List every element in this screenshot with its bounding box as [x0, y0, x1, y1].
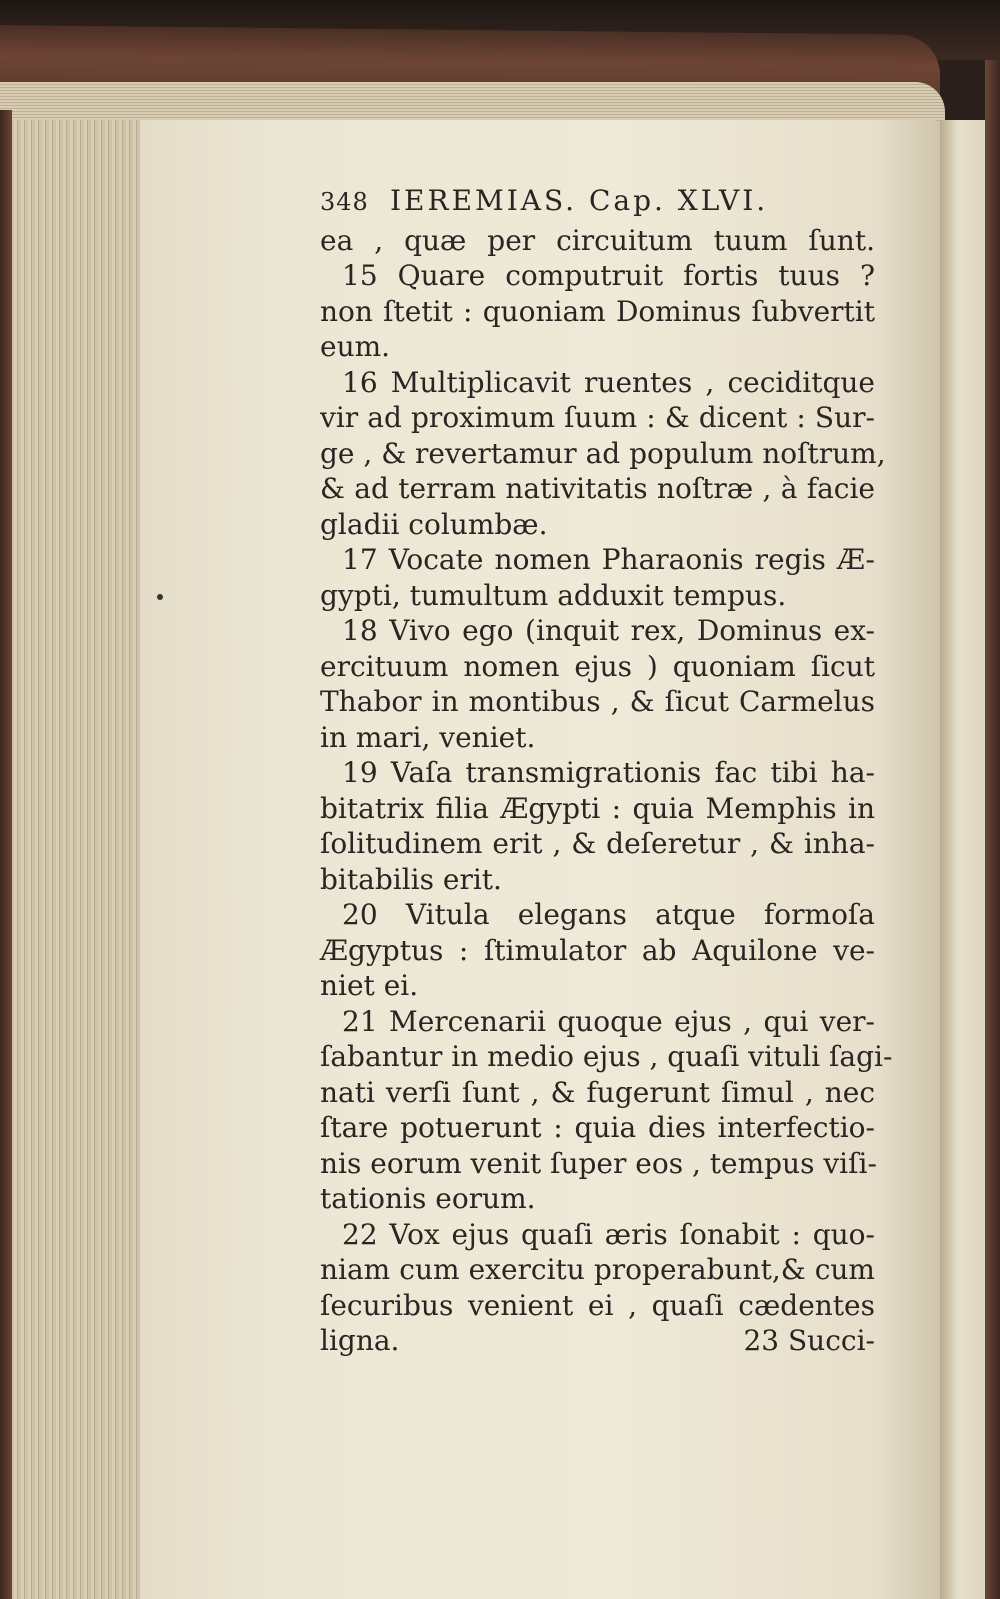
text-line: niam cum exercitu properabunt,& cum	[320, 1253, 875, 1286]
text-line: tationis eorum.	[320, 1182, 536, 1215]
text-line: 20 Vitula elegans atque formoſa	[342, 898, 875, 931]
text-line: 15 Quare computruit fortis tuus ?	[342, 259, 875, 292]
text-line: 22 Vox ejus quaſi æris ſonabit : quo-	[342, 1217, 875, 1251]
text-line: & ad terram nativitatis noſtræ , à facie	[320, 472, 875, 505]
text-line: 18 Vivo ego (inquit rex, Dominus ex-	[342, 614, 875, 647]
text-line: niet ei.	[320, 969, 419, 1002]
text-line: eum.	[320, 330, 391, 363]
page-header	[320, 183, 875, 221]
text-line: 21 Mercenarii quoque ejus , qui ver-	[342, 1004, 875, 1038]
text-line: non ſtetit : quoniam Dominus ſubvertit	[320, 294, 875, 328]
text-line: ſabantur in medio ejus , quaſi vituli ſagi-	[320, 1040, 893, 1073]
text-line: ſecuribus venient ei , quaſi cædentes	[320, 1288, 875, 1322]
text-line: vir ad proximum ſuum : & dicent : Sur-	[320, 401, 875, 434]
last-line	[320, 1323, 875, 1359]
text-line: nati verſi ſunt , & fugerunt ſimul , nec	[320, 1075, 875, 1109]
text-line: gladii columbæ.	[320, 507, 548, 541]
text-line: ea , quæ per circuitum tuum ſunt.	[320, 223, 875, 257]
page-block-left-edge	[0, 120, 150, 1599]
page-number: 348	[320, 188, 369, 216]
text-line: gypti, tumultum adduxit tempus.	[320, 578, 787, 612]
book-cover-left	[0, 110, 12, 1599]
text-line: in mari, veniet.	[320, 720, 536, 754]
text-line: ercituum nomen ejus ) quoniam ſicut	[320, 649, 875, 683]
text-line: Ægyptus : ſtimulator ab Aquilone ve-	[320, 933, 875, 967]
text-line: Thabor in montibus , & ſicut Carmelus	[320, 685, 875, 718]
text-line: 16 Multiplicavit ruentes , ceciditque	[342, 365, 875, 399]
text-line: bitatrix filia Ægypti : quia Memphis in	[320, 791, 875, 825]
ink-spot	[157, 594, 163, 600]
book-cover-right	[985, 60, 1000, 1599]
text-line: bitabilis erit.	[320, 862, 502, 896]
page-text	[320, 183, 893, 1359]
catchword: 23 Succi-	[743, 1324, 875, 1357]
text-line: 17 Vocate nomen Pharaonis regis Æ-	[342, 543, 875, 576]
text-line: ge , & revertamur ad populum noſtrum,	[320, 436, 886, 470]
text-line: ſtare potuerunt : quia dies interfectio-	[320, 1111, 875, 1144]
text-line: nis eorum venit ſuper eos , tempus viſi-	[320, 1146, 877, 1180]
text-line: ſolitudinem erit , & deſeretur , & inha-	[320, 827, 875, 860]
running-title: IEREMIAS. Cap. XLVI.	[390, 184, 769, 217]
text-line: 19 Vaſa transmigrationis fac tibi ha-	[342, 756, 875, 789]
last-line-text: ligna.	[320, 1324, 400, 1357]
